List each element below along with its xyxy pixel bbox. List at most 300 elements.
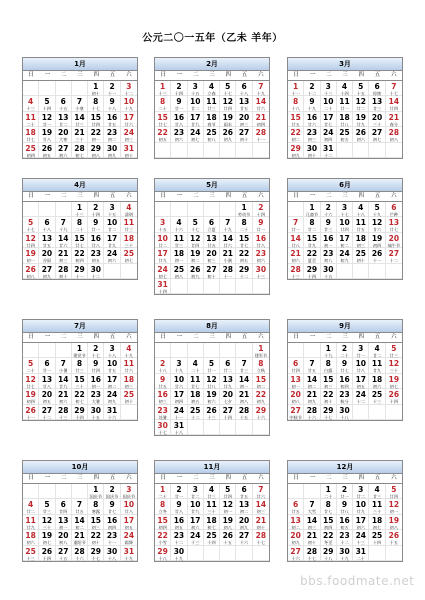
- day-cell[interactable]: [337, 389, 353, 404]
- day-cell[interactable]: [155, 358, 171, 373]
- day-cell[interactable]: [288, 515, 304, 530]
- day-cell[interactable]: [171, 112, 187, 127]
- day-cell[interactable]: [204, 81, 220, 96]
- day-cell[interactable]: [288, 127, 304, 142]
- day-cell[interactable]: [204, 374, 220, 389]
- day-cell[interactable]: [304, 81, 320, 96]
- day-cell[interactable]: [353, 112, 369, 127]
- day-cell[interactable]: [304, 264, 320, 279]
- day-cell[interactable]: [88, 264, 104, 279]
- day-cell[interactable]: [88, 202, 104, 217]
- day-cell[interactable]: [104, 112, 120, 127]
- day-cell[interactable]: [321, 96, 337, 111]
- day-cell[interactable]: [171, 127, 187, 142]
- day-cell[interactable]: [321, 217, 337, 232]
- day-cell[interactable]: [204, 264, 220, 279]
- day-cell[interactable]: [204, 499, 220, 514]
- day-cell[interactable]: [369, 233, 385, 248]
- day-cell[interactable]: [353, 343, 369, 358]
- day-cell[interactable]: [204, 248, 220, 263]
- day-cell[interactable]: [23, 515, 39, 530]
- day-cell[interactable]: [369, 202, 385, 217]
- day-cell[interactable]: [56, 358, 72, 373]
- day-cell[interactable]: [220, 374, 236, 389]
- day-cell[interactable]: [304, 389, 320, 404]
- day-cell[interactable]: [304, 248, 320, 263]
- day-cell[interactable]: [321, 143, 337, 158]
- day-cell[interactable]: [188, 530, 204, 545]
- day-cell[interactable]: [304, 96, 320, 111]
- day-cell[interactable]: [337, 96, 353, 111]
- day-cell[interactable]: [188, 405, 204, 420]
- day-cell[interactable]: [220, 96, 236, 111]
- day-cell[interactable]: [72, 217, 88, 232]
- day-cell[interactable]: [386, 217, 402, 232]
- day-cell[interactable]: [88, 389, 104, 404]
- day-cell[interactable]: [39, 374, 55, 389]
- day-cell[interactable]: [288, 358, 304, 373]
- day-cell[interactable]: [236, 127, 252, 142]
- day-cell[interactable]: [337, 81, 353, 96]
- day-cell[interactable]: [171, 217, 187, 232]
- day-cell[interactable]: [39, 405, 55, 420]
- day-cell[interactable]: [121, 546, 137, 561]
- day-cell[interactable]: [304, 127, 320, 142]
- day-cell[interactable]: [304, 546, 320, 561]
- day-cell[interactable]: [236, 202, 252, 217]
- day-cell[interactable]: [23, 374, 39, 389]
- day-cell[interactable]: [321, 530, 337, 545]
- day-cell[interactable]: [155, 217, 171, 232]
- day-cell[interactable]: [204, 217, 220, 232]
- day-cell[interactable]: [321, 515, 337, 530]
- day-cell[interactable]: [39, 389, 55, 404]
- day-cell[interactable]: [104, 499, 120, 514]
- day-cell[interactable]: [188, 389, 204, 404]
- day-cell[interactable]: [288, 233, 304, 248]
- day-cell[interactable]: [304, 217, 320, 232]
- day-cell[interactable]: [386, 112, 402, 127]
- day-cell[interactable]: [121, 530, 137, 545]
- day-cell[interactable]: [369, 374, 385, 389]
- day-cell[interactable]: [337, 112, 353, 127]
- day-cell[interactable]: [104, 389, 120, 404]
- day-cell[interactable]: [155, 279, 171, 294]
- day-cell[interactable]: [104, 343, 120, 358]
- day-cell[interactable]: [72, 127, 88, 142]
- day-cell[interactable]: [39, 515, 55, 530]
- day-cell[interactable]: [121, 499, 137, 514]
- day-cell[interactable]: [188, 81, 204, 96]
- day-cell[interactable]: [72, 530, 88, 545]
- day-cell[interactable]: [321, 546, 337, 561]
- day-cell[interactable]: [353, 96, 369, 111]
- day-cell[interactable]: [253, 264, 269, 279]
- day-cell[interactable]: [321, 499, 337, 514]
- day-cell[interactable]: [104, 374, 120, 389]
- day-cell[interactable]: [353, 217, 369, 232]
- day-cell[interactable]: [23, 546, 39, 561]
- day-cell[interactable]: [288, 546, 304, 561]
- day-cell[interactable]: [353, 358, 369, 373]
- day-cell[interactable]: [236, 248, 252, 263]
- day-cell[interactable]: [220, 233, 236, 248]
- day-cell[interactable]: [39, 233, 55, 248]
- day-cell[interactable]: [236, 233, 252, 248]
- day-cell[interactable]: [204, 530, 220, 545]
- day-cell[interactable]: [121, 112, 137, 127]
- day-cell[interactable]: [104, 202, 120, 217]
- day-cell[interactable]: [88, 343, 104, 358]
- day-cell[interactable]: [104, 546, 120, 561]
- day-cell[interactable]: [236, 81, 252, 96]
- day-cell[interactable]: [121, 233, 137, 248]
- day-cell[interactable]: [188, 515, 204, 530]
- day-cell[interactable]: [56, 127, 72, 142]
- day-cell[interactable]: [121, 374, 137, 389]
- day-cell[interactable]: [155, 127, 171, 142]
- day-cell[interactable]: [288, 81, 304, 96]
- day-cell[interactable]: [23, 264, 39, 279]
- day-cell[interactable]: [288, 499, 304, 514]
- day-cell[interactable]: [39, 143, 55, 158]
- day-cell[interactable]: [321, 358, 337, 373]
- day-cell[interactable]: [171, 264, 187, 279]
- day-cell[interactable]: [236, 217, 252, 232]
- day-cell[interactable]: [104, 530, 120, 545]
- day-cell[interactable]: [155, 405, 171, 420]
- day-cell[interactable]: [321, 248, 337, 263]
- day-cell[interactable]: [204, 127, 220, 142]
- day-cell[interactable]: [386, 248, 402, 263]
- day-cell[interactable]: [337, 374, 353, 389]
- day-cell[interactable]: [56, 96, 72, 111]
- day-cell[interactable]: [56, 233, 72, 248]
- day-cell[interactable]: [386, 127, 402, 142]
- day-cell[interactable]: [56, 515, 72, 530]
- day-cell[interactable]: [23, 358, 39, 373]
- day-cell[interactable]: [321, 112, 337, 127]
- day-cell[interactable]: [188, 499, 204, 514]
- day-cell[interactable]: [353, 484, 369, 499]
- day-cell[interactable]: [155, 530, 171, 545]
- day-cell[interactable]: [321, 343, 337, 358]
- day-cell[interactable]: [88, 143, 104, 158]
- day-cell[interactable]: [304, 233, 320, 248]
- day-cell[interactable]: [88, 530, 104, 545]
- day-cell[interactable]: [188, 233, 204, 248]
- day-cell[interactable]: [353, 515, 369, 530]
- day-cell[interactable]: [188, 484, 204, 499]
- day-cell[interactable]: [39, 96, 55, 111]
- day-cell[interactable]: [369, 343, 385, 358]
- day-cell[interactable]: [56, 405, 72, 420]
- day-cell[interactable]: [304, 374, 320, 389]
- day-cell[interactable]: [171, 374, 187, 389]
- day-cell[interactable]: [121, 248, 137, 263]
- day-cell[interactable]: [288, 264, 304, 279]
- day-cell[interactable]: [386, 484, 402, 499]
- day-cell[interactable]: [353, 233, 369, 248]
- day-cell[interactable]: [88, 484, 104, 499]
- day-cell[interactable]: [121, 389, 137, 404]
- day-cell[interactable]: [188, 374, 204, 389]
- day-cell[interactable]: [204, 96, 220, 111]
- day-cell[interactable]: [188, 264, 204, 279]
- day-cell[interactable]: [155, 420, 171, 435]
- day-cell[interactable]: [39, 127, 55, 142]
- day-cell[interactable]: [72, 264, 88, 279]
- day-cell[interactable]: [353, 248, 369, 263]
- day-cell[interactable]: [288, 248, 304, 263]
- day-cell[interactable]: [88, 515, 104, 530]
- day-cell[interactable]: [369, 127, 385, 142]
- day-cell[interactable]: [353, 202, 369, 217]
- day-cell[interactable]: [155, 81, 171, 96]
- day-cell[interactable]: [104, 127, 120, 142]
- day-cell[interactable]: [353, 389, 369, 404]
- day-cell[interactable]: [155, 546, 171, 561]
- day-cell[interactable]: [39, 546, 55, 561]
- day-cell[interactable]: [204, 484, 220, 499]
- day-cell[interactable]: [386, 499, 402, 514]
- day-cell[interactable]: [155, 515, 171, 530]
- day-cell[interactable]: [304, 112, 320, 127]
- day-cell[interactable]: [72, 202, 88, 217]
- day-cell[interactable]: [288, 112, 304, 127]
- day-cell[interactable]: [72, 143, 88, 158]
- day-cell[interactable]: [386, 515, 402, 530]
- day-cell[interactable]: [369, 499, 385, 514]
- day-cell[interactable]: [253, 530, 269, 545]
- day-cell[interactable]: [188, 358, 204, 373]
- day-cell[interactable]: [56, 374, 72, 389]
- day-cell[interactable]: [56, 530, 72, 545]
- day-cell[interactable]: [104, 484, 120, 499]
- day-cell[interactable]: [56, 248, 72, 263]
- day-cell[interactable]: [72, 515, 88, 530]
- day-cell[interactable]: [369, 389, 385, 404]
- day-cell[interactable]: [321, 389, 337, 404]
- day-cell[interactable]: [23, 248, 39, 263]
- day-cell[interactable]: [171, 96, 187, 111]
- day-cell[interactable]: [188, 217, 204, 232]
- day-cell[interactable]: [23, 127, 39, 142]
- day-cell[interactable]: [204, 405, 220, 420]
- day-cell[interactable]: [253, 248, 269, 263]
- day-cell[interactable]: [56, 217, 72, 232]
- day-cell[interactable]: [386, 389, 402, 404]
- day-cell[interactable]: [88, 127, 104, 142]
- day-cell[interactable]: [72, 374, 88, 389]
- day-cell[interactable]: [72, 405, 88, 420]
- day-cell[interactable]: [236, 374, 252, 389]
- day-cell[interactable]: [88, 358, 104, 373]
- day-cell[interactable]: [104, 81, 120, 96]
- day-cell[interactable]: [155, 484, 171, 499]
- day-cell[interactable]: [72, 343, 88, 358]
- day-cell[interactable]: [104, 233, 120, 248]
- day-cell[interactable]: [337, 343, 353, 358]
- day-cell[interactable]: [72, 112, 88, 127]
- day-cell[interactable]: [369, 484, 385, 499]
- day-cell[interactable]: [321, 264, 337, 279]
- day-cell[interactable]: [121, 358, 137, 373]
- day-cell[interactable]: [155, 233, 171, 248]
- day-cell[interactable]: [23, 389, 39, 404]
- day-cell[interactable]: [253, 96, 269, 111]
- day-cell[interactable]: [72, 499, 88, 514]
- day-cell[interactable]: [321, 81, 337, 96]
- day-cell[interactable]: [121, 202, 137, 217]
- day-cell[interactable]: [304, 499, 320, 514]
- day-cell[interactable]: [155, 248, 171, 263]
- day-cell[interactable]: [321, 405, 337, 420]
- day-cell[interactable]: [72, 389, 88, 404]
- day-cell[interactable]: [386, 233, 402, 248]
- day-cell[interactable]: [171, 484, 187, 499]
- day-cell[interactable]: [321, 202, 337, 217]
- day-cell[interactable]: [155, 374, 171, 389]
- day-cell[interactable]: [337, 515, 353, 530]
- day-cell[interactable]: [337, 248, 353, 263]
- day-cell[interactable]: [321, 127, 337, 142]
- day-cell[interactable]: [353, 127, 369, 142]
- day-cell[interactable]: [88, 112, 104, 127]
- day-cell[interactable]: [304, 202, 320, 217]
- day-cell[interactable]: [386, 202, 402, 217]
- day-cell[interactable]: [321, 233, 337, 248]
- day-cell[interactable]: [104, 515, 120, 530]
- day-cell[interactable]: [171, 420, 187, 435]
- day-cell[interactable]: [171, 515, 187, 530]
- day-cell[interactable]: [353, 374, 369, 389]
- day-cell[interactable]: [337, 127, 353, 142]
- day-cell[interactable]: [236, 499, 252, 514]
- day-cell[interactable]: [188, 112, 204, 127]
- day-cell[interactable]: [337, 405, 353, 420]
- day-cell[interactable]: [353, 546, 369, 561]
- day-cell[interactable]: [39, 264, 55, 279]
- day-cell[interactable]: [121, 343, 137, 358]
- day-cell[interactable]: [121, 217, 137, 232]
- day-cell[interactable]: [304, 143, 320, 158]
- day-cell[interactable]: [236, 484, 252, 499]
- day-cell[interactable]: [236, 405, 252, 420]
- day-cell[interactable]: [253, 81, 269, 96]
- day-cell[interactable]: [88, 217, 104, 232]
- day-cell[interactable]: [386, 81, 402, 96]
- day-cell[interactable]: [56, 112, 72, 127]
- day-cell[interactable]: [288, 96, 304, 111]
- day-cell[interactable]: [253, 233, 269, 248]
- day-cell[interactable]: [236, 112, 252, 127]
- day-cell[interactable]: [321, 484, 337, 499]
- day-cell[interactable]: [39, 499, 55, 514]
- day-cell[interactable]: [253, 217, 269, 232]
- day-cell[interactable]: [288, 405, 304, 420]
- day-cell[interactable]: [369, 515, 385, 530]
- day-cell[interactable]: [104, 248, 120, 263]
- day-cell[interactable]: [253, 499, 269, 514]
- day-cell[interactable]: [386, 358, 402, 373]
- day-cell[interactable]: [88, 233, 104, 248]
- day-cell[interactable]: [155, 112, 171, 127]
- day-cell[interactable]: [337, 484, 353, 499]
- day-cell[interactable]: [321, 374, 337, 389]
- day-cell[interactable]: [121, 96, 137, 111]
- day-cell[interactable]: [337, 530, 353, 545]
- day-cell[interactable]: [88, 546, 104, 561]
- day-cell[interactable]: [369, 358, 385, 373]
- day-cell[interactable]: [39, 358, 55, 373]
- day-cell[interactable]: [386, 96, 402, 111]
- day-cell[interactable]: [23, 96, 39, 111]
- day-cell[interactable]: [171, 546, 187, 561]
- day-cell[interactable]: [171, 389, 187, 404]
- day-cell[interactable]: [337, 358, 353, 373]
- day-cell[interactable]: [386, 343, 402, 358]
- day-cell[interactable]: [220, 389, 236, 404]
- day-cell[interactable]: [23, 499, 39, 514]
- day-cell[interactable]: [220, 499, 236, 514]
- day-cell[interactable]: [220, 127, 236, 142]
- day-cell[interactable]: [353, 530, 369, 545]
- day-cell[interactable]: [353, 499, 369, 514]
- day-cell[interactable]: [253, 202, 269, 217]
- day-cell[interactable]: [121, 127, 137, 142]
- day-cell[interactable]: [121, 81, 137, 96]
- day-cell[interactable]: [288, 389, 304, 404]
- day-cell[interactable]: [72, 96, 88, 111]
- day-cell[interactable]: [220, 112, 236, 127]
- day-cell[interactable]: [56, 143, 72, 158]
- day-cell[interactable]: [204, 389, 220, 404]
- day-cell[interactable]: [253, 358, 269, 373]
- day-cell[interactable]: [56, 264, 72, 279]
- day-cell[interactable]: [204, 112, 220, 127]
- day-cell[interactable]: [386, 374, 402, 389]
- day-cell[interactable]: [369, 248, 385, 263]
- day-cell[interactable]: [104, 358, 120, 373]
- day-cell[interactable]: [23, 143, 39, 158]
- day-cell[interactable]: [104, 96, 120, 111]
- day-cell[interactable]: [304, 515, 320, 530]
- day-cell[interactable]: [220, 484, 236, 499]
- day-cell[interactable]: [253, 515, 269, 530]
- day-cell[interactable]: [288, 530, 304, 545]
- day-cell[interactable]: [56, 499, 72, 514]
- day-cell[interactable]: [121, 143, 137, 158]
- day-cell[interactable]: [220, 530, 236, 545]
- day-cell[interactable]: [337, 546, 353, 561]
- day-cell[interactable]: [253, 343, 269, 358]
- day-cell[interactable]: [23, 405, 39, 420]
- day-cell[interactable]: [236, 264, 252, 279]
- day-cell[interactable]: [253, 405, 269, 420]
- day-cell[interactable]: [220, 515, 236, 530]
- day-cell[interactable]: [171, 530, 187, 545]
- day-cell[interactable]: [188, 127, 204, 142]
- day-cell[interactable]: [23, 530, 39, 545]
- day-cell[interactable]: [72, 233, 88, 248]
- day-cell[interactable]: [171, 499, 187, 514]
- day-cell[interactable]: [253, 127, 269, 142]
- day-cell[interactable]: [188, 248, 204, 263]
- day-cell[interactable]: [171, 248, 187, 263]
- day-cell[interactable]: [104, 217, 120, 232]
- day-cell[interactable]: [72, 358, 88, 373]
